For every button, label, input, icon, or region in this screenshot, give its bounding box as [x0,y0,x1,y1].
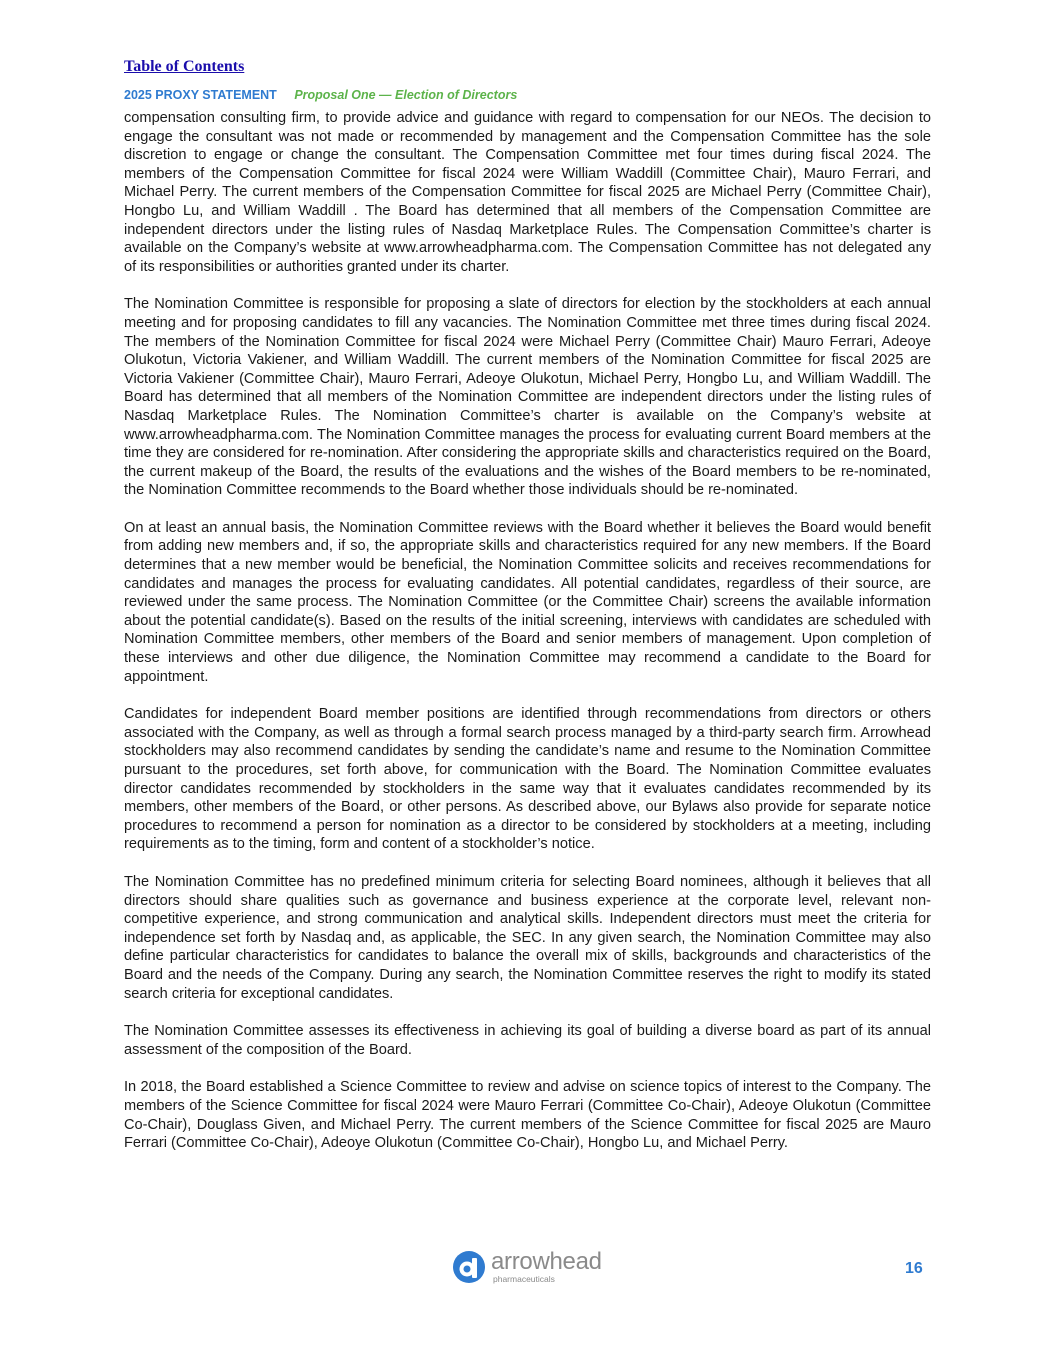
page-footer [0,1250,1055,1290]
arrowhead-logo-icon [452,1250,486,1284]
table-of-contents-link[interactable]: Table of Contents [124,58,245,75]
paragraph: On at least an annual basis, the Nomination Committee reviews with the Board whether it believes the Board would benefit from adding new members and, if so, the appropriate skills and characteristics required for any new members. If the Board determines that a new member would be beneficial, the Nomination Committee solicits and receives recommendations for candidates and manages the process for evaluating candidates. All potential candidates, regardless of their source, are reviewed under the same process. The Nomination Committee (or the Committee Chair) screens the available information about the potential candidate(s). Based on the results of the initial screening, interviews with candidates are scheduled with Nomination Committee members, other members of the Board and senior members of management. Upon completion of these interviews and other due diligence, the Nomination Committee may recommend a candidate to the Board for appointment. [124,519,931,685]
document-title: 2025 PROXY STATEMENT [124,88,277,102]
page-number: 16 [905,1260,923,1277]
paragraph: compensation consulting firm, to provide advice and guidance with regard to compensation for our NEOs. The decision to engage the consultant was not made or recommended by management and the Compensation Committee has the sole discretion to engage or change the consultant. The Compensation Committee met four times during fiscal 2024. The members of the Compensation Committee for fiscal 2024 were William Waddill (Committee Chair), Mauro Ferrari, and Michael Perry. The current members of the Compensation Committee for fiscal 2025 are Michael Perry (Committee Chair), Hongbo Lu, and William Waddill . The Board has determined that all members of the Compensation Committee are independent directors under the listing rules of Nasdaq Marketplace Rules. The Compensation Committee’s charter is available on the Company’s website at www.arrowheadpharma.com. The Compensation Committee has not delegated any of its responsibilities or authorities granted under its charter. [124,110,931,275]
paragraph: The Nomination Committee assesses its effectiveness in achieving its goal of building a diverse board as part of its annual assessment of the composition of the Board. [124,1023,931,1058]
paragraph: In 2018, the Board established a Science Committee to review and advise on science topics of interest to the Company. The members of the Science Committee for fiscal 2024 were Mauro Ferrari (Committee Co-Chair), Adeoye Olukotun (Committee Co-Chair), Douglass Given, and Michael Perry. The current members of the Science Committee for fiscal 2025 are Mauro Ferrari (Committee Co-Chair), Adeoye Olukotun (Committee Co-Chair), Hongbo Lu, and Michael Perry. [124,1079,931,1152]
paragraph: Candidates for independent Board member positions are identified through recommendations from directors or others associated with the Company, as well as through a formal search process managed by a third-party search firm. Arrowhead stockholders may also recommend candidates by sending the candidate’s name and resume to the Nomination Committee pursuant to the procedures, set forth above, for communication with the Board. The Nomination Committee evaluates director candidates recommended by stockholders in the same way that it evaluates candidates recommended by its members, other members of the Board, or other persons. As described above, our Bylaws also provide for separate notice procedures to recommend a person for nomination as a director to be considered by stockholders at a meeting, including requirements as to the timing, form and content of a stockholder’s notice. [124,706,931,853]
arrowhead-logo [452,1250,602,1284]
logo-tagline: pharmaceuticals [493,1274,555,1285]
page-content [124,58,931,1172]
running-header [124,88,931,102]
section-title: Proposal One — Election of Directors [294,88,518,102]
paragraph: The Nomination Committee has no predefined minimum criteria for selecting Board nominees, although it believes that all directors should share qualities such as governance and business experience at the corporate level, relevant non-competitive experience, and strong communication and analytical skills. Independent directors must meet the criteria for independence set forth by Nasdaq and, as applicable, the SEC. In any given search, the Nomination Committee may also define particular characteristics for candidates to balance the overall mix of skills, backgrounds and characteristics of the Board and the needs of the Company. During any search, the Nomination Committee reserves the right to modify its stated search criteria for exceptional candidates. [124,873,931,1002]
body-text [124,109,931,1153]
paragraph: The Nomination Committee is responsible for proposing a slate of directors for election by the stockholders at each annual meeting and for proposing candidates to fill any vacancies. The Nomination Committee met three times during fiscal 2024. The members of the Nomination Committee for fiscal 2024 were Michael Perry (Committee Chair) Mauro Ferrari, Adeoye Olukotun, Victoria Vakiener, and William Waddill. The current members of the Nomination Committee for fiscal 2025 are Victoria Vakiener (Committee Chair), Mauro Ferrari, Adeoye Olukotun, Michael Perry, Hongbo Lu, and William Waddill. The Board has determined that all members of the Nomination Committee are independent directors under the listing rules of Nasdaq Marketplace Rules. The Nomination Committee’s charter is available on the Company’s website at www.arrowheadpharma.com. The Nomination Committee manages the process for evaluating current Board members at the time they are considered for re-nomination. After considering the appropriate skills and characteristics required on the Board, the current makeup of the Board, the results of the evaluations and the wishes of the Board members to be re-nominated, the Nomination Committee recommends to the Board whether those individuals should be re-nominated. [124,296,931,499]
logo-wordmark: arrowhead [491,1248,602,1276]
